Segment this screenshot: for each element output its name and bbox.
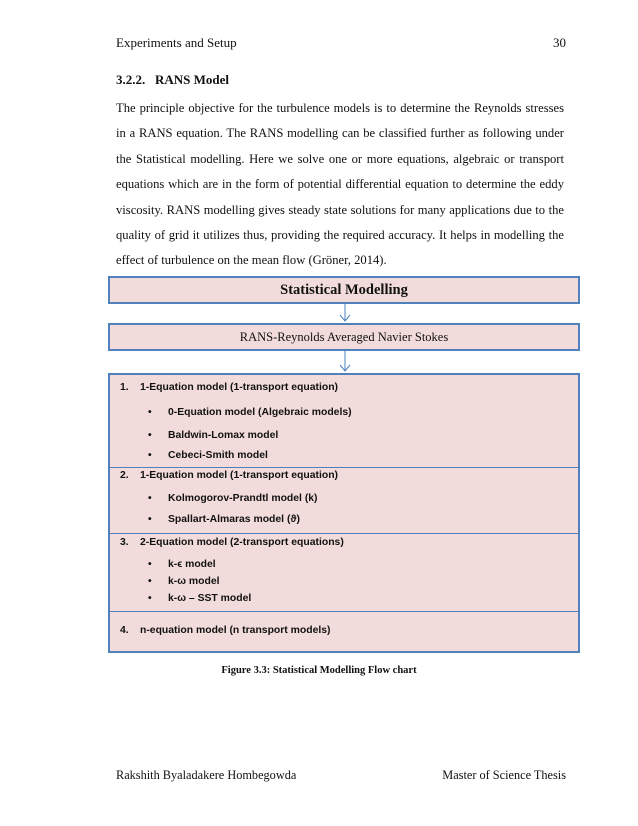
bullet-icon: • [148, 407, 152, 418]
model-group-1 [110, 375, 578, 467]
bullet-icon: • [148, 493, 152, 504]
list-item: k-ϵ model [168, 559, 216, 570]
model-group-4 [110, 611, 578, 651]
statistical-modelling-label: Statistical Modelling [280, 281, 408, 298]
list-item: Kolmogorov-Prandtl model (k) [168, 493, 318, 504]
models-box [108, 373, 580, 653]
group-number: 4. [120, 625, 129, 636]
statistical-modelling-box [108, 276, 580, 304]
model-group-3 [110, 533, 578, 611]
footer-author: Rakshith Byaladakere Hombegowda [116, 768, 297, 782]
bullet-icon: • [148, 450, 152, 461]
figure-caption: Figure 3.3: Statistical Modelling Flow chart [221, 665, 417, 676]
group-heading: 1-Equation model (1-transport equation) [140, 382, 339, 393]
section-heading: 3.2.2. RANS Model [116, 72, 230, 87]
group-heading: 2-Equation model (2-transport equations) [140, 537, 344, 548]
list-item: Baldwin-Lomax model [168, 430, 279, 441]
list-item: k-ω – SST model [168, 593, 252, 604]
group-number: 1. [120, 382, 129, 393]
list-item: Cebeci-Smith model [168, 450, 268, 461]
group-heading: n-equation model (n transport models) [140, 625, 331, 636]
footer-thesis: Master of Science Thesis [442, 768, 566, 782]
group-heading: 1-Equation model (1-transport equation) [140, 470, 339, 481]
rans-label: RANS-Reynolds Averaged Navier Stokes [239, 329, 449, 344]
down-arrow-icon [338, 351, 352, 373]
body-paragraph: The principle objective for the turbulence models is to determine the Reynolds stresses in a RANS equation. The RANS modelling can be classified further as following under the Statistical modelling. Here we solve one or more equations, algebraic or transport equations which are in the form of potential differential equation to determine the eddy viscosity. RANS modelling gives steady state solutions for many applications due to the quality of grid it utilizes thus, providing the required accuracy. It helps in modelling the effect of turbulence on the mean flow (Gröner, 2014). [116, 101, 564, 268]
group-number: 3. [120, 537, 129, 548]
bullet-icon: • [148, 559, 152, 570]
running-header-title: Experiments and Setup [116, 35, 237, 50]
list-item: 0-Equation model (Algebraic models) [168, 407, 352, 418]
bullet-icon: • [148, 430, 152, 441]
page-number: 30 [553, 35, 566, 50]
model-group-2 [110, 467, 578, 533]
down-arrow-icon [338, 304, 352, 323]
rans-box [108, 323, 580, 351]
bullet-icon: • [148, 576, 152, 587]
bullet-icon: • [148, 514, 152, 525]
list-item: k-ω model [168, 576, 220, 587]
group-number: 2. [120, 470, 129, 481]
bullet-icon: • [148, 593, 152, 604]
list-item: Spallart-Almaras model (ϑ) [168, 514, 300, 525]
